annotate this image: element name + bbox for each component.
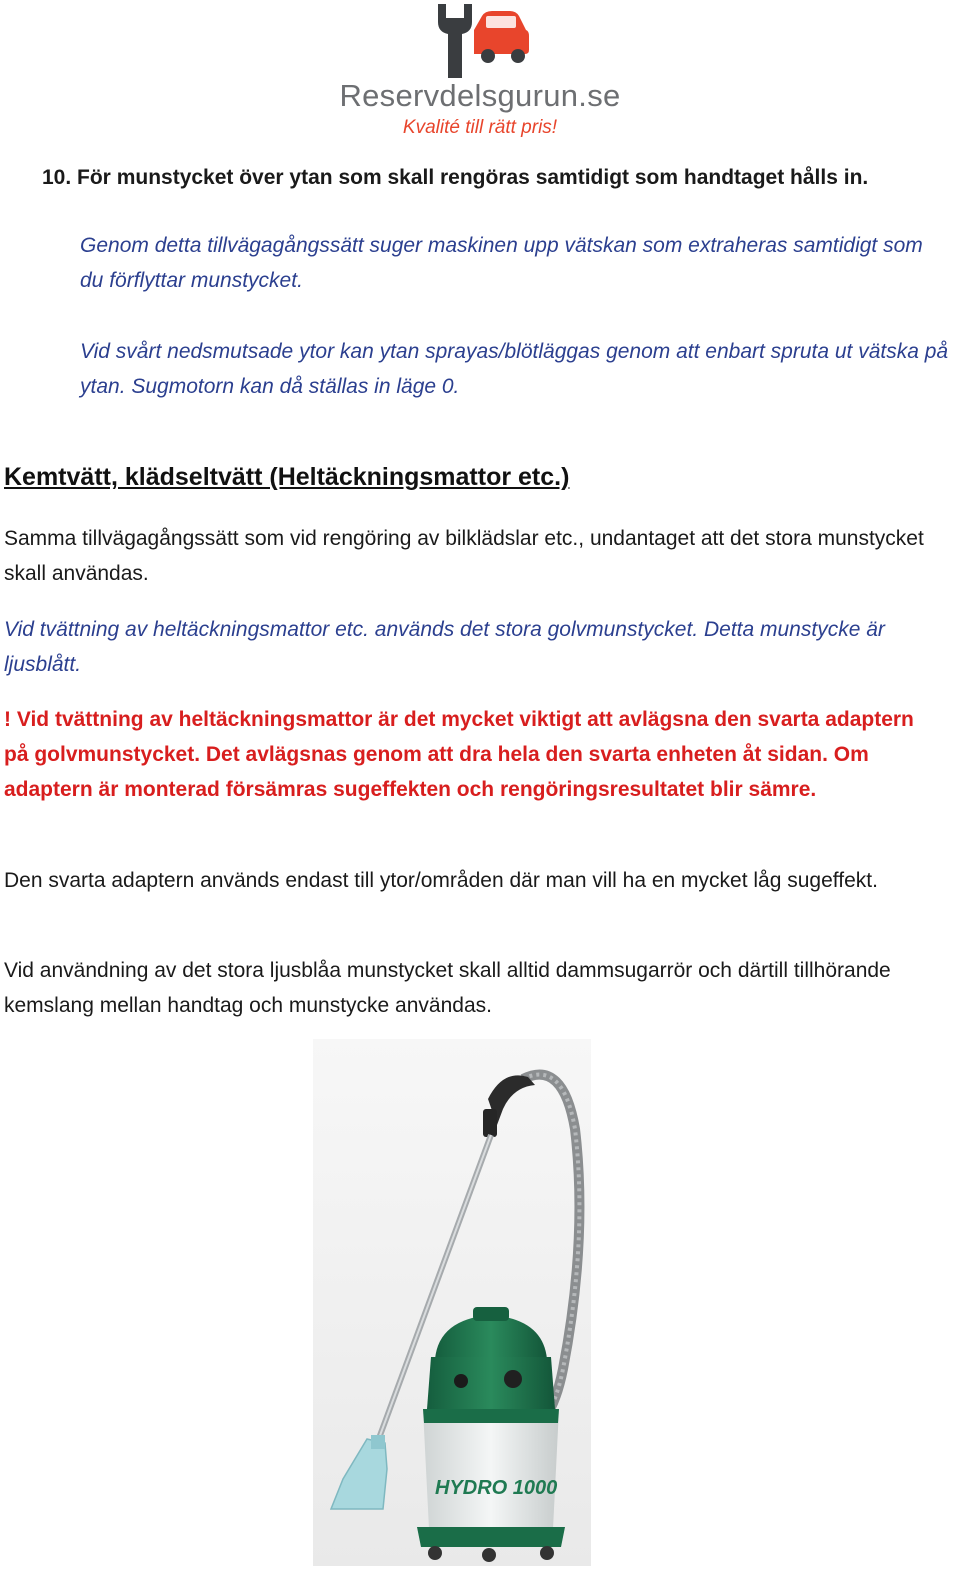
section-paragraph-3: Den svarta adaptern används endast till ytor/områden där man vill ha en mycket låg sugeffekt. xyxy=(4,869,878,892)
section-paragraph-1: Samma tillvägagångssätt som vid rengöring av bilklädslar etc., undantaget att det stora munstycket skall användas. xyxy=(4,527,924,585)
step-paragraph-2: Vid svårt nedsmutsade ytor kan ytan sprayas/blötläggas genom att enbart spruta ut vätska på ytan. Sugmotorn kan då ställas in läge 0. xyxy=(80,340,949,398)
step-heading: 10. För munstycket över ytan som skall rengöras samtidigt som handtaget hålls in. xyxy=(42,166,869,189)
warning-paragraph: ! Vid tvättning av heltäckningsmattor är det mycket viktigt att avlägsna den svarta adaptern på golvmunstycket. Det avlägsnas genom att dra hela den svarta enheten åt sidan. Om adaptern är monterad försämras sugeffekten och rengöringsresultatet blir sämre. xyxy=(4,708,914,801)
step-paragraph-1: Genom detta tillvägagångssätt suger maskinen upp vätskan som extraheras samtidigt som du förflyttar munstycket. xyxy=(80,234,923,292)
carpet-cleaner-illustration xyxy=(313,1039,591,1566)
section-paragraph-2: Vid tvättning av heltäckningsmattor etc. används det stora golvmunstycket. Detta munstycke är ljusblått. xyxy=(4,618,885,676)
wrench-car-icon xyxy=(430,0,530,80)
section-heading: Kemtvätt, klädseltvätt (Heltäckningsmattor etc.) xyxy=(4,463,570,491)
brand-name: Reservdelsgurun.se xyxy=(339,78,621,113)
section-paragraph-4: Vid användning av det stora ljusblåa munstycket skall alltid dammsugarrör och därtill tillhörande kemslang mellan handtag och munstycke användas. xyxy=(4,959,891,1017)
product-photo xyxy=(313,1039,591,1566)
brand-logo xyxy=(330,0,630,145)
brand-tagline: Kvalité till rätt pris! xyxy=(402,117,558,138)
product-label: HYDRO 1000 xyxy=(435,1477,558,1499)
